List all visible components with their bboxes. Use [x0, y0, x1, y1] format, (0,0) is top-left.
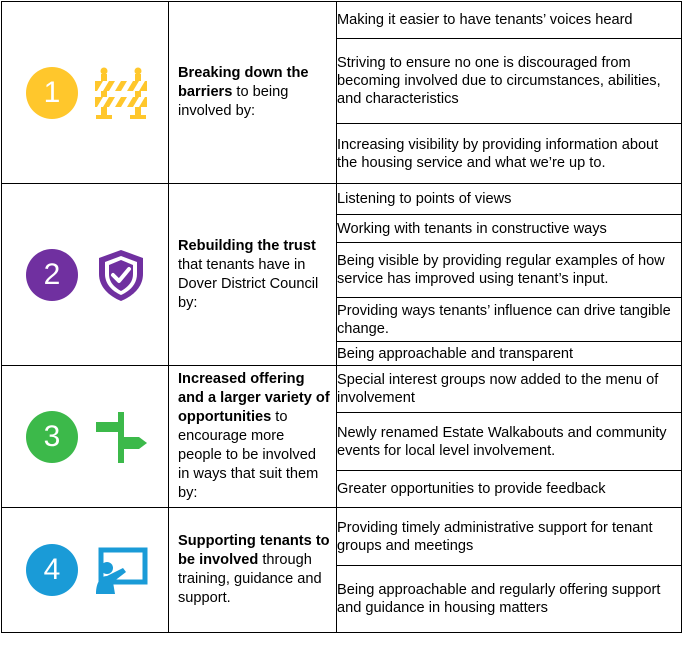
number-badge: 3: [26, 411, 78, 463]
number-badge: 1: [26, 67, 78, 119]
heading-bold: Rebuilding the trust: [178, 237, 316, 254]
heading-rest: to being involved by:: [178, 84, 289, 119]
section-2-icons: [2, 184, 169, 366]
road-barrier-icon: [93, 65, 149, 121]
heading-bold: Breaking down the barriers: [178, 65, 309, 100]
list-item: Striving to ensure no one is discouraged from becoming involved due to circumstances, abilities, and characteristics: [337, 39, 682, 124]
list-item: Providing timely administrative support for tenant groups and meetings: [337, 508, 682, 566]
heading-bold: Supporting tenants to be involved: [178, 533, 330, 568]
table-row: [2, 366, 682, 413]
list-item: Being visible by providing regular examples of how service has improved using tenant’s input.: [337, 243, 682, 298]
list-item: Listening to points of views: [337, 184, 682, 215]
list-item: Newly renamed Estate Walkabouts and community events for local level involvement.: [337, 413, 682, 471]
list-item: Being approachable and regularly offering support and guidance in housing matters: [337, 566, 682, 633]
list-item: Special interest groups now added to the menu of involvement: [337, 366, 682, 413]
list-item: Increasing visibility by providing information about the housing service and what we’re up to.: [337, 124, 682, 184]
list-item: Working with tenants in constructive ways: [337, 215, 682, 243]
heading-bold: Increased offering and a larger variety of opportunities: [178, 371, 330, 425]
section-3-heading: [169, 366, 337, 508]
heading-rest: through training, guidance and support.: [178, 552, 322, 606]
list-item: Being approachable and transparent: [337, 342, 682, 366]
section-3-icons: [2, 366, 169, 508]
involvement-table: [1, 1, 682, 633]
section-4-icons: [2, 508, 169, 633]
list-item: Greater opportunities to provide feedback: [337, 471, 682, 508]
heading-rest: that tenants have in Dover District Council by:: [178, 256, 319, 311]
section-1-icons: [2, 2, 169, 184]
section-2-heading: [169, 184, 337, 366]
section-4-heading: [169, 508, 337, 633]
number-badge: 2: [26, 249, 78, 301]
shield-check-icon: [93, 247, 149, 303]
number-badge: 4: [26, 544, 78, 596]
presenter-board-icon: [93, 542, 149, 598]
section-1-heading: [169, 2, 337, 184]
heading-rest: to encourage more people to be involved in ways that suit them by:: [178, 409, 319, 501]
list-item: Providing ways tenants’ influence can drive tangible change.: [337, 298, 682, 342]
signpost-icon: [93, 409, 149, 465]
table-row: [2, 508, 682, 566]
table-row: [2, 2, 682, 39]
table-row: [2, 184, 682, 215]
list-item: Making it easier to have tenants’ voices heard: [337, 2, 682, 39]
